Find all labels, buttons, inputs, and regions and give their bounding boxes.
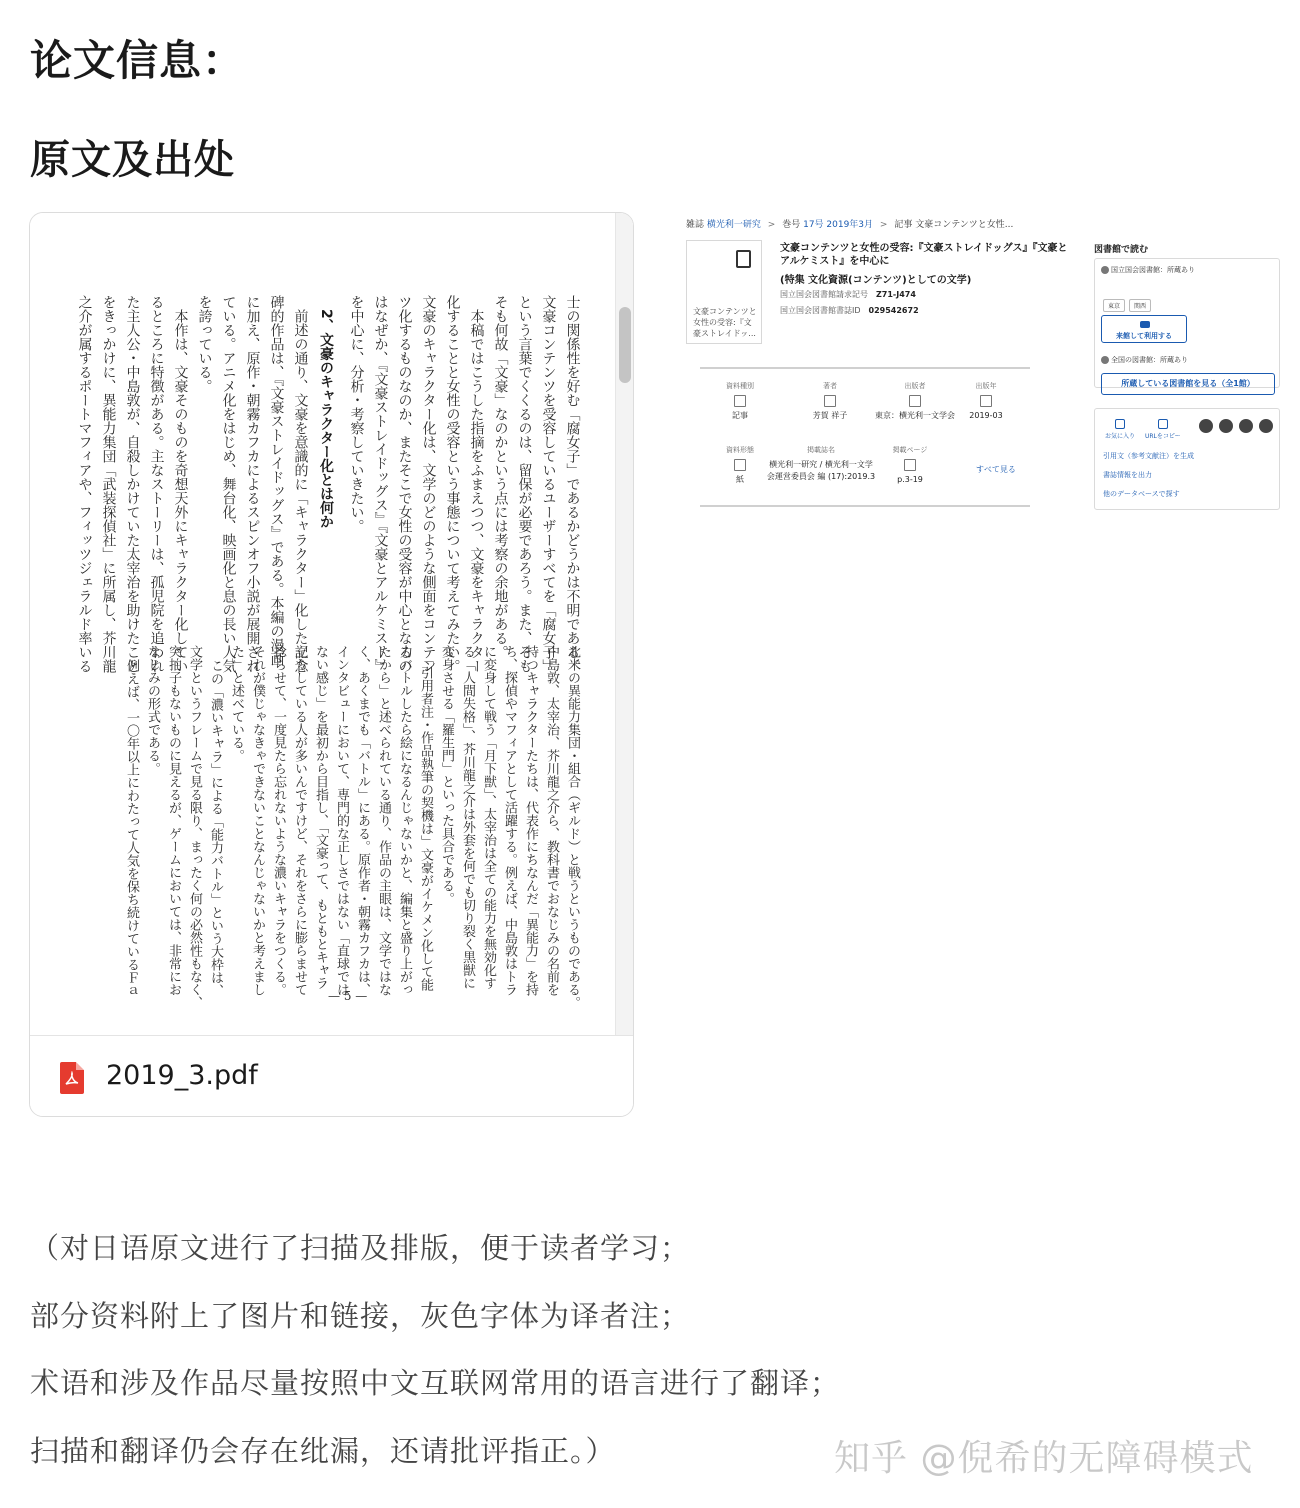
text-column: それが僕じゃなきゃできないことなんじゃないかと考えまし [250, 645, 265, 996]
paper-icon [734, 459, 746, 471]
text-column: この「濃いキャラ」による「能力バトル」という大枠は、 [208, 659, 223, 997]
facebook-share-icon[interactable] [1219, 419, 1233, 433]
national-holding: 全国の図書館：所蔵あり [1101, 355, 1188, 365]
text-column: はなぜか、『文豪ストレイドッグス』『文豪とアルケミスト』 [372, 295, 389, 673]
ndl-icon [1101, 266, 1109, 274]
search-other-db-link[interactable]: 他のデータベースで探す [1103, 490, 1180, 498]
text-column: をきっかけに、異能力集団「武装探偵社」に所属し、芥川龍 [100, 295, 117, 673]
breadcrumb-issue-link[interactable]: 17号 2019年3月 [803, 220, 874, 230]
text-column: る「人間失格」、芥川龍之介は外套を何でも切り裂く黒獣に [460, 645, 475, 990]
text-column: という言葉でくくるのは、留保が必要であろう。また、そも [516, 295, 533, 673]
field-journal: 掲載誌名 横光利一研究 / 横光利一文学会運営委員会 編 (17):2019.3 [766, 446, 876, 481]
text-column: 本稿ではこうした指摘をふまえつつ、文豪をキャラクター [468, 309, 485, 673]
bib-id: 国立国会図書館書誌ID 029542672 [780, 306, 919, 315]
sub-title: 原文及出处 [30, 137, 235, 183]
note-line: 部分资料附上了图片和链接，灰色字体为译者注； [30, 1299, 691, 1333]
text-column: 碑的作品は、『文豪ストレイドッグス』である。本編の漫画 [268, 295, 285, 666]
text-column: 突拍子もないものに見えるが、ゲームにおいては、非常にお [166, 645, 181, 996]
text-column: 士の関係性を好む「腐女子」であるかどうかは不明である。 [564, 295, 581, 673]
text-column: ている。アニメ化をはじめ、舞台化、映画化と息の長い人気 [220, 295, 237, 673]
text-column: 中島敦、太宰治、芥川龍之介ら、教科書でおなじみの名前を [544, 645, 559, 996]
text-column: た」と述べている。 [229, 645, 244, 762]
text-column: に変身して戦う「月下獣」、太宰治は全ての能力を無効化す [481, 645, 496, 990]
see-all-link[interactable]: すべて見る [976, 465, 1016, 474]
hatena-share-icon[interactable] [1239, 419, 1253, 433]
ndl-holding: 国立国会図書館：所蔵あり [1101, 265, 1195, 275]
text-column: 化することと女性の受容という事態について考えてみたい。 [444, 295, 461, 673]
text-column: 北米の異能力集団・組合（ギルド）と戦うというものである。 [565, 645, 580, 1009]
text-column: たから」と述べられている通り、作品の主眼は、文学ではな [376, 645, 391, 996]
text-column: 変身させる「羅生門」といった具合である。 [439, 645, 454, 905]
field-year: 出版年 2019-03 [969, 382, 1003, 420]
text-column: 「引用者注・作品執筆の契機は」文豪がイケメン化して能 [418, 653, 433, 991]
page-icon [904, 459, 916, 471]
type-icon [734, 395, 746, 407]
text-column: を中心に、分析・考察していきたい。 [348, 295, 365, 533]
text-column: た主人公・中島敦が、自殺しかけていた太宰治を助けたこと [124, 295, 141, 673]
record-fields [700, 367, 1030, 507]
pen-icon [824, 395, 836, 407]
page-number: — 5 — [328, 989, 368, 1003]
field-form: 資料形態 紙 [726, 446, 754, 484]
star-icon [1115, 419, 1125, 429]
pdf-file-bar[interactable] [30, 1035, 633, 1117]
text-column: く、あくまでも「バトル」にある。原作者・朝霧カフカは、 [355, 645, 370, 996]
field-pages: 掲載ページ p.3-19 [892, 446, 928, 484]
cite-link[interactable]: 引用文（参考文献注）を生成 [1103, 452, 1194, 460]
pdf-scroll-thumb[interactable] [619, 307, 631, 383]
mail-share-icon[interactable] [1259, 419, 1273, 433]
export-link[interactable]: 書誌情報を出力 [1103, 471, 1152, 479]
library-heading: 図書館で読む [1094, 245, 1149, 255]
favorite-button[interactable]: お気に入り [1105, 419, 1135, 440]
building-icon [909, 395, 921, 407]
pdf-scrollbar[interactable] [615, 213, 633, 1035]
text-column: 之介が属するポートマフィアや、フィッツジェラルド率いる [76, 295, 93, 673]
text-column: 文豪のキャラクター化は、文学のどのような側面をコンテン [420, 295, 437, 673]
section-title: 论文信息： [30, 36, 246, 85]
text-column: 本作は、文豪そのものを奇想天外にキャラクター化してい [172, 309, 189, 673]
national-library-icon [1101, 356, 1109, 364]
text-column: ち、探偵やマフィアとして活躍する。例えば、中島敦はトラ [502, 645, 517, 996]
field-author: 著者 芳賀 祥子 [812, 382, 848, 420]
pdf-attachment-card[interactable] [29, 212, 634, 1117]
field-type: 資料種別 記事 [726, 382, 754, 420]
note-line: 扫描和翻译仍会存在纰漏，还请批评指正。） [30, 1434, 616, 1468]
text-column: インタビューにおいて、専門的な正しさではない「直球では [334, 645, 349, 996]
text-column: 捻らせて、一度見たら忘れないような濃いキャラをつくる。 [271, 645, 286, 996]
text-column: を誇っている。 [196, 295, 213, 393]
breadcrumb: 雑誌 横光利一研究 > 巻号 17号 2019年3月 > 記事 文豪コンテンツと女性... [686, 220, 1014, 230]
text-column: に加え、原作・朝霧カフカによるスピンオフ小説が展開され [244, 295, 261, 673]
call-number: 国立国会図書館請求記号 Z71-J474 [780, 290, 916, 299]
text-column: ツ化するものなのか、またそこで女性の受容が中心となるの [396, 295, 413, 673]
text-column: 力バトルしたら絵になるんじゃないかと、編集と盛り上がっ [397, 645, 412, 996]
text-column: そも何故「文豪」なのかという点には考察の余地がある。 [492, 295, 509, 659]
copy-url-button[interactable]: URLをコピー [1145, 419, 1181, 440]
x-share-icon[interactable] [1199, 419, 1213, 433]
text-column: 例えば、一〇年以上にわたって人気を保ち続けているＦａ [124, 659, 139, 997]
calendar-icon [980, 395, 992, 407]
visit-library-button[interactable]: 来館して利用する [1101, 315, 1187, 343]
pdf-page-preview[interactable] [30, 213, 633, 1035]
field-publisher: 出版者 東京：横光利一文学会 [875, 382, 955, 420]
text-column: 持つキャラクターたちは、代表作にちなんだ「異能力」を持 [523, 645, 538, 996]
document-icon [736, 250, 751, 268]
watermark: 知乎 @倪希的无障碍模式 [834, 1438, 1254, 1479]
breadcrumb-journal-link[interactable]: 横光利一研究 [706, 220, 761, 230]
tag-tokyo: 東京 [1103, 299, 1125, 312]
record-title: 文豪コンテンツと女性の受容:『文豪ストレイドッグス』『文豪とアルケミスト』を中心に [780, 243, 1068, 267]
copy-icon [1158, 419, 1168, 429]
tag-kansai: 関西 [1129, 299, 1151, 312]
text-column: 前述の通り、文豪を意識的に「キャラクター」化した記念 [292, 309, 309, 673]
note-line: （对日语原文进行了扫描及排版，便于读者学习； [30, 1231, 691, 1265]
text-column: 文豪コンテンツを受容しているユーザーすべてを「腐女子」 [540, 295, 557, 673]
text-column: 文学というフレームで見る限り、まったく何の必然性もなく、 [187, 645, 202, 1009]
section-heading: 2、文豪のキャラクター化とは何か [318, 309, 334, 529]
record-subtitle: (特集 文化資源(コンテンツ)としての文学) [780, 275, 972, 286]
record-thumbnail: 文豪コンテンツと女性の受容:『文豪ストレイドッ... [686, 240, 762, 344]
pdf-file-name[interactable]: 2019_3.pdf [106, 1060, 258, 1091]
note-line: 术语和涉及作品尽量按照中文互联网常用的语言进行了翻译； [30, 1366, 841, 1400]
text-column: ない感じ」を最初から目指し、「文豪って、もともとキャラ [313, 645, 328, 990]
text-column: 立ちしている人が多いんですけど、それをさらに膨らませて [292, 645, 307, 996]
actions-box [1094, 408, 1280, 510]
library-holdings-box [1094, 258, 1280, 388]
pdf-file-icon [60, 1062, 84, 1094]
text-column: なじみの形式である。 [145, 645, 160, 775]
view-holdings-button[interactable]: 所蔵している図書館を見る（全1館） [1101, 373, 1275, 395]
catalog-record-image [686, 212, 1286, 522]
text-column: るところに特徴がある。主なストーリーは、孤児院を追われ [148, 295, 165, 673]
